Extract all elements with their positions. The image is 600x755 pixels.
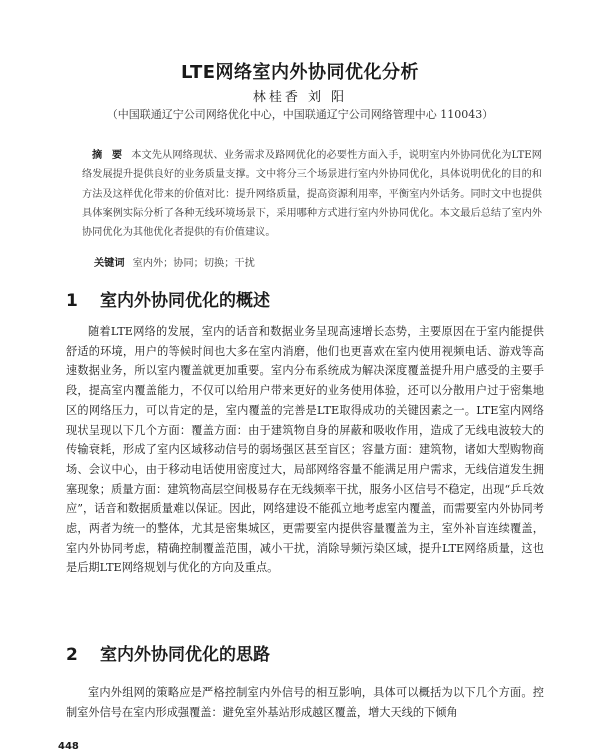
section-1-body: 随着LTE网络的发展，室内的话音和数据业务呈现高速增长态势，主要原因在于室内能提供舒适的环境，用户的等候时间也大多在室内消磨，他们也更喜欢在室内使用视频电话、游戏等高速数据业务，所以室内覆盖就更加重要。室内分布系统成为解决深度覆盖提升用户感受的主要手段，提高室内覆盖能力，不仅可以给用户带来更好的业务使用体验，还可以分散用户过于密集地区的网络压力，可以肯定的是，室内覆盖的完善是LTE取得成功的关键因素之一。LTE室内网络现状呈现以下几个方面：覆盖方面：由于建筑物自身的屏蔽和吸收作用，造成了无线电波较大的传输衰耗，形成了室内区域移动信号的弱场强区甚至盲区；容量方面：建筑物，诸如大型购物商场、会议中心，由于移动电话使用密度过大，局部网络容量不能满足用户需求，无线信道发生拥塞现象；质量方面：建筑物高层空间极易存在无线频率干扰，服务小区信号不稳定，出现“乒乓效应”，话音和数据质量难以保证。因此，网络建设不能孤立地考虑室内覆盖，而需要室内外协同考虑，两者为统一的整体，尤其是密集城区，更需要室内提供容量覆盖为主，室外补盲连续覆盖，室内外协同考虑，精确控制覆盖范围，减小干扰，消除导频污染区域，提升LTE网络质量，这也是后期LTE网络规划与优化的方向及重点。 bbox=[66, 325, 544, 575]
section-2-title: 室内外协同优化的思路 bbox=[100, 645, 270, 665]
abstract bbox=[82, 146, 542, 242]
keywords-label: 关键词 bbox=[94, 257, 125, 269]
section-2-heading bbox=[66, 640, 270, 665]
section-1-number: 1 bbox=[66, 291, 78, 311]
keywords bbox=[94, 254, 534, 269]
paper-affiliation: （中国联通辽宁公司网络优化中心，中国联通辽宁公司网络管理中心 110043） bbox=[106, 108, 494, 121]
paper-title: LTE网络室内外协同优化分析 bbox=[180, 62, 420, 83]
paper-authors: 林桂香 刘 阳 bbox=[252, 90, 348, 105]
section-2-number: 2 bbox=[66, 645, 78, 665]
abstract-label: 摘 要 bbox=[92, 149, 126, 161]
keywords-text: 室内外；协同；切换；干扰 bbox=[132, 258, 255, 269]
page-number: 448 bbox=[58, 741, 79, 752]
section-1-title: 室内外协同优化的概述 bbox=[100, 291, 270, 311]
section-1-heading bbox=[66, 286, 270, 311]
section-2-body: 室内外组网的策略应是严格控制室内外信号的相互影响，具体可以概括为以下几个方面。控制室外信号在室内形成强覆盖：避免室外基站形成越区覆盖，增大天线的下倾角 bbox=[66, 686, 544, 719]
abstract-text: 本文先从网络现状、业务需求及路网优化的必要性方面入手，说明室内外协同优化为LTE网络发展提升提供良好的业务质量支撑。文中将分三个场景进行室内外协同优化，具体说明优化的目的和方法及这样优化带来的价值对比：提升网络质量，提高资源利用率，平衡室内外话务。同时文中也提供具体案例实际分析了各种无线环境场景下，采用哪种方式进行室内外协同优化。本文最后总结了室内外协同优化为其他优化者提供的有价值建议。 bbox=[82, 150, 542, 239]
